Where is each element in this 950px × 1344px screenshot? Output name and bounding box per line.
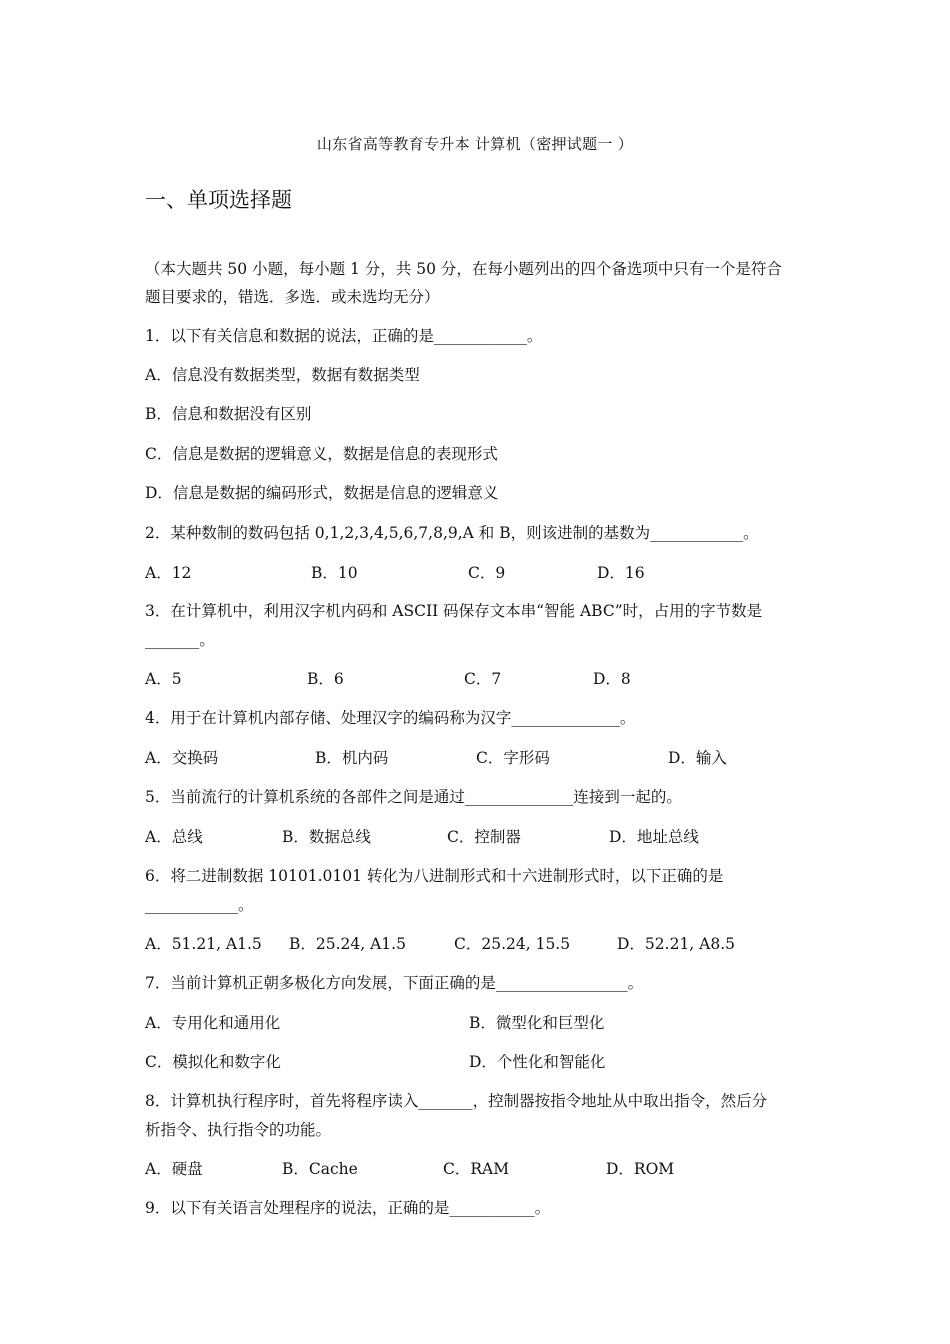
q8-option-a: A．硬盘 — [145, 1160, 203, 1178]
question-8-line-2: 析指令、执行指令的功能。 — [145, 1121, 332, 1139]
question-8-line-1: 8．计算机执行程序时，首先将程序读入_______，控制器按指令地址从中取出指令，然后分 — [145, 1092, 768, 1110]
q1-option-b: B．信息和数据没有区别 — [145, 405, 312, 423]
q5-option-d: D．地址总线 — [609, 828, 699, 846]
q5-option-c: C．控制器 — [447, 828, 521, 846]
instructions-line-1: （本大题共 50 小题，每小题 1 分，共 50 分，在每小题列出的四个备选项中只有一个是符合 — [145, 260, 782, 278]
question-3-line-1: 3．在计算机中，利用汉字机内码和 ASCII 码保存文本串“智能 ABC”时，占用的字节数是 — [145, 602, 763, 620]
q1-option-a: A．信息没有数据类型，数据有数据类型 — [145, 366, 420, 384]
question-9: 9．以下有关语言处理程序的说法，正确的是___________。 — [145, 1199, 551, 1217]
question-5: 5．当前流行的计算机系统的各部件之间是通过______________连接到一起的。 — [145, 788, 682, 806]
q6-option-c: C．25.24, 15.5 — [454, 935, 571, 953]
question-6-line-2: ____________。 — [145, 896, 254, 914]
question-3-line-2: _______。 — [145, 631, 215, 649]
q1-option-c: C．信息是数据的逻辑意义，数据是信息的表现形式 — [145, 445, 498, 463]
q7-option-d: D．个性化和智能化 — [469, 1053, 606, 1071]
q7-option-c: C．模拟化和数字化 — [145, 1053, 281, 1071]
q1-option-d: D．信息是数据的编码形式，数据是信息的逻辑意义 — [145, 484, 499, 502]
q2-option-d: D．16 — [597, 564, 645, 582]
q5-option-a: A．总线 — [145, 828, 203, 846]
q4-option-c: C．字形码 — [476, 749, 550, 767]
q4-option-d: D．输入 — [668, 749, 727, 767]
q3-option-d: D．8 — [593, 670, 631, 688]
section-heading: 一、单项选择题 — [145, 188, 292, 212]
question-7: 7．当前计算机正朝多极化方向发展，下面正确的是_________________。 — [145, 974, 644, 992]
question-4: 4．用于在计算机内部存储、处理汉字的编码称为汉字______________。 — [145, 709, 636, 727]
q6-option-d: D．52.21, A8.5 — [617, 935, 735, 953]
q6-option-b: B．25.24, A1.5 — [289, 935, 406, 953]
q2-option-a: A．12 — [145, 564, 192, 582]
q2-option-b: B．10 — [311, 564, 358, 582]
document-title: 山东省高等教育专升本 计算机（密押试题一 ） — [316, 135, 634, 153]
q6-option-a: A．51.21, A1.5 — [145, 935, 262, 953]
question-1: 1．以下有关信息和数据的说法，正确的是____________。 — [145, 327, 543, 345]
question-6-line-1: 6．将二进制数据 10101.0101 转化为八进制形式和十六进制形式时，以下正确的是 — [145, 867, 724, 885]
q3-option-b: B．6 — [307, 670, 344, 688]
q7-option-b: B．微型化和巨型化 — [469, 1014, 605, 1032]
q4-option-a: A．交换码 — [145, 749, 219, 767]
q8-option-c: C．RAM — [443, 1160, 510, 1178]
q5-option-b: B．数据总线 — [282, 828, 371, 846]
q8-option-d: D．ROM — [606, 1160, 675, 1178]
question-2: 2．某种数制的数码包括 0,1,2,3,4,5,6,7,8,9,A 和 B，则该进制的基数为____________。 — [145, 524, 759, 542]
q3-option-c: C．7 — [464, 670, 502, 688]
q2-option-c: C．9 — [468, 564, 506, 582]
q8-option-b: B．Cache — [282, 1160, 358, 1178]
instructions-line-2: 题目要求的，错选．多选．或未选均无分） — [145, 288, 440, 306]
q4-option-b: B．机内码 — [315, 749, 389, 767]
q3-option-a: A．5 — [145, 670, 182, 688]
q7-option-a: A．专用化和通用化 — [145, 1014, 281, 1032]
